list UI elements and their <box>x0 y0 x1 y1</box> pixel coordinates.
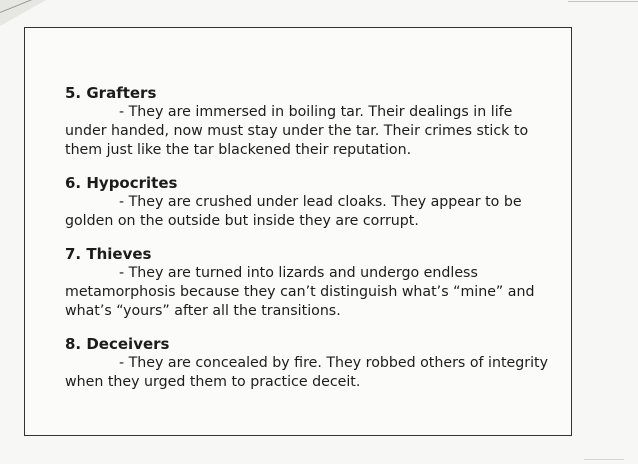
body-line: - They are concealed by fire. They robbed others of integrity <box>119 355 548 371</box>
section-thieves <box>65 245 555 321</box>
section-body <box>65 103 555 160</box>
section-body <box>65 264 555 321</box>
section-body <box>65 193 555 231</box>
section-heading: 5. Grafters <box>65 84 157 102</box>
body-line: what’s “yours” after all the transitions. <box>65 303 341 319</box>
body-line: when they urged them to practice deceit. <box>65 374 361 390</box>
section-heading: 8. Deceivers <box>65 335 170 353</box>
document-content <box>65 84 555 406</box>
section-grafters <box>65 84 555 160</box>
scan-edge-mark-bottom <box>584 459 624 460</box>
body-line: golden on the outside but inside they are corrupt. <box>65 213 419 229</box>
section-hypocrites <box>65 174 555 231</box>
section-heading: 7. Thieves <box>65 245 152 263</box>
section-deceivers <box>65 335 555 392</box>
body-line: metamorphosis because they can’t distinguish what’s “mine” and <box>65 284 535 300</box>
body-line: - They are turned into lizards and undergo endless <box>119 265 478 281</box>
body-line: - They are crushed under lead cloaks. They appear to be <box>119 194 522 210</box>
body-line: under handed, now must stay under the tar. Their crimes stick to <box>65 123 529 139</box>
body-line: them just like the tar blackened their reputation. <box>65 142 412 158</box>
section-body <box>65 354 555 392</box>
scan-edge-mark <box>568 1 638 2</box>
section-heading: 6. Hypocrites <box>65 174 178 192</box>
body-line: - They are immersed in boiling tar. Their dealings in life <box>119 104 513 120</box>
page-corner-fold <box>0 0 46 26</box>
